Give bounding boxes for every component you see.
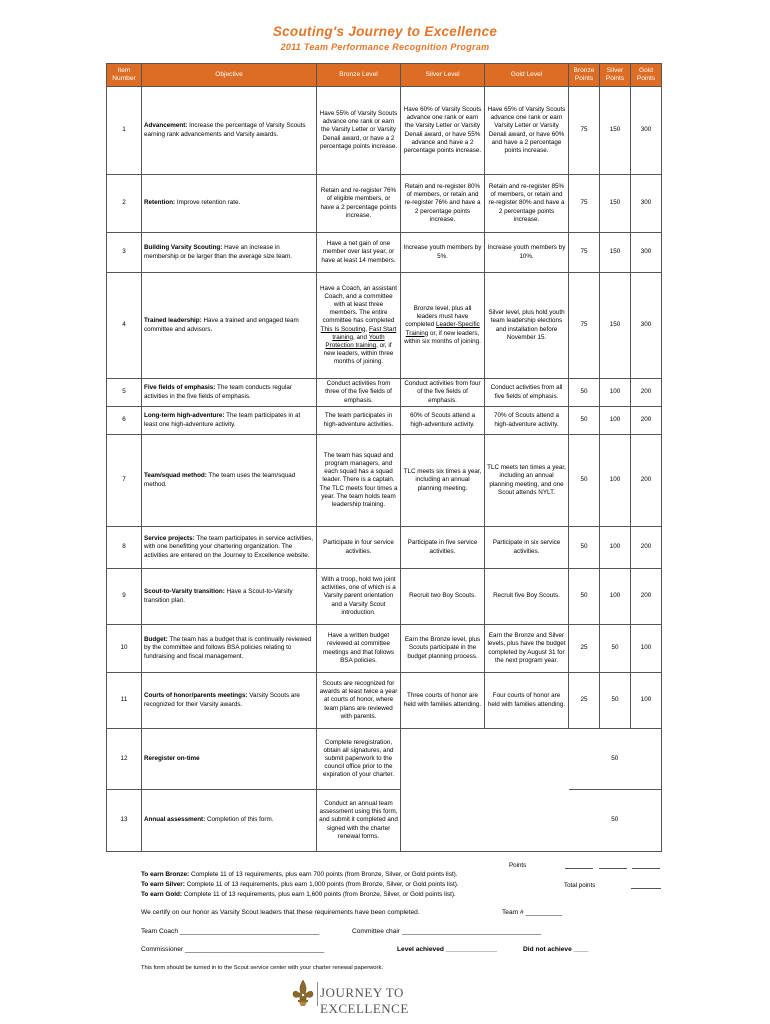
silver-points-cell: 150 xyxy=(600,233,631,273)
table-row xyxy=(107,233,662,273)
objective-cell xyxy=(142,87,317,175)
gold-points-cell: 300 xyxy=(631,175,662,233)
earn-gold-label: To earn Gold: xyxy=(141,890,183,898)
item-number: 13 xyxy=(107,790,142,852)
bronze-text: , xyxy=(365,325,369,333)
points-label: Points xyxy=(509,862,527,869)
bronze-points-cell: 50 xyxy=(569,527,600,569)
bronze-level-cell: Have a written budget reviewed at committee meetings and that follows BSA policies. xyxy=(317,625,401,673)
team-coach-field[interactable]: Team Coach ______________________________________ xyxy=(141,928,320,935)
bronze-level-cell: Have a net gain of one member over last year, or have at least 14 members. xyxy=(317,233,401,273)
objective-title: Advancement: xyxy=(144,122,188,130)
silver-points-cell: 150 xyxy=(600,87,631,175)
gold-level-cell: Conduct activities from all five fields of emphasis. xyxy=(485,379,569,407)
objective-text: Have a trained and engaged team committee and advisors. xyxy=(144,317,299,333)
table-header-row xyxy=(107,64,662,87)
silver-points-cell: 100 xyxy=(600,379,631,407)
bronze-points-cell: 25 xyxy=(569,673,600,729)
bronze-points-cell: 50 xyxy=(569,435,600,527)
total-points-label: Total points xyxy=(564,882,596,889)
objective-cell xyxy=(142,379,317,407)
training-youth-protection: Youth Protection training xyxy=(325,333,385,349)
objective-title: Service projects: xyxy=(144,535,195,543)
gold-level-cell: Increase youth members by 10%. xyxy=(485,233,569,273)
footnote: This form should be turned in to the Scout service center with your charter renewal paperwork. xyxy=(141,965,383,971)
table-row xyxy=(107,379,662,407)
bronze-points-cell: 75 xyxy=(569,233,600,273)
objective-text: The team has a budget that is continually reviewed by the committee and follows BSA policies relating to fundraising and fiscal management. xyxy=(144,636,312,660)
silver-level-cell xyxy=(401,273,485,379)
bronze-points-cell: 75 xyxy=(569,175,600,233)
silver-points-cell: 100 xyxy=(600,569,631,625)
bronze-text: , and xyxy=(353,333,369,341)
bronze-level-cell: With a troop, hold two joint activities, one of which is a Varsity parent orientation and a Varsity Scout introduction. xyxy=(317,569,401,625)
objective-cell xyxy=(142,273,317,379)
bronze-points-cell: 75 xyxy=(569,87,600,175)
objective-text: Completion of this form. xyxy=(205,816,274,824)
gold-level-cell: Silver level, plus hold youth team leadership elections and installation before November 15. xyxy=(485,273,569,379)
gold-points-cell: 100 xyxy=(631,673,662,729)
silver-points-cell: 50 xyxy=(600,673,631,729)
silver-level-cell: Earn the Bronze level, plus Scouts participate in the budget planning process. xyxy=(401,625,485,673)
objective-title: Scout-to-Varsity transition: xyxy=(144,588,225,596)
objective-title: Courts of honor/parents meetings: xyxy=(144,692,248,700)
did-not-achieve-field[interactable]: Did not achieve ____ xyxy=(523,946,589,953)
gold-level-cell: Earn the Bronze and Silver levels, plus have the budget completed by August 31 for the next program year. xyxy=(485,625,569,673)
objective-title: Long-term high-adventure: xyxy=(144,412,225,420)
objective-cell xyxy=(142,729,317,790)
item-number: 9 xyxy=(107,569,142,625)
objective-cell xyxy=(142,435,317,527)
bronze-level-cell: The team has squad and program managers, and each squad has a squad leader. There is a captain. The TLC meets four times a year. The team holds team leadership training. xyxy=(317,435,401,527)
bronze-text: Have a Coach, an assistant Coach, and a committee with at least three members. The entire committee has completed xyxy=(319,284,397,325)
logo-divider xyxy=(317,982,318,1006)
table-row xyxy=(107,87,662,175)
objective-text: The team uses the team/squad method. xyxy=(144,472,296,488)
objective-text: Increase the percentage of Varsity Scouts earning rank advancements and Varsity awards. xyxy=(144,122,306,138)
bronze-level-cell: Conduct activities from three of the five fields of emphasis. xyxy=(317,379,401,407)
commissioner-field[interactable]: Commissioner ______________________________________ xyxy=(141,946,325,953)
silver-level-cell: Three courts of honor are held with families attending. xyxy=(401,673,485,729)
item-number: 10 xyxy=(107,625,142,673)
training-fast-start: Fast Start training xyxy=(332,325,397,341)
bronze-level-cell: Have 55% of Varsity Scouts advance one rank or earn the Varsity Letter or Varsity Denali award, or have a 2 percentage points increase. xyxy=(317,87,401,175)
requirements-table xyxy=(106,63,662,852)
objective-text: The team participates in service activities, with one benefitting your chartering organization. The activities are entered on the Journey to Excellence website. xyxy=(144,535,313,559)
objective-cell xyxy=(142,233,317,273)
silver-points-cell: 150 xyxy=(600,273,631,379)
silver-text: Bronze level, plus all leaders must have completed xyxy=(405,305,472,329)
empty-cell xyxy=(401,729,569,790)
gold-level-cell: TLC meets ten times a year, including an annual planning meeting, and one Scout attends NYLT. xyxy=(485,435,569,527)
points-cell: 50 xyxy=(569,790,662,852)
silver-points-blank[interactable] xyxy=(599,868,627,869)
bronze-points-cell: 25 xyxy=(569,625,600,673)
bronze-level-cell: Retain and re-register 76% of eligible members, or have a 2 percentage points increase. xyxy=(317,175,401,233)
item-number: 4 xyxy=(107,273,142,379)
objective-cell xyxy=(142,790,317,852)
silver-level-cell: Have 60% of Varsity Scouts advance one rank or earn the Varsity Letter or Varsity Denali award, or have 55% advance and have a 2 percentage points increase. xyxy=(401,87,485,175)
table-row xyxy=(107,407,662,435)
gold-points-cell: 200 xyxy=(631,435,662,527)
objective-title: Building Varsity Scouting: xyxy=(144,244,223,252)
gold-points-cell: 200 xyxy=(631,407,662,435)
objective-cell xyxy=(142,175,317,233)
silver-points-cell: 100 xyxy=(600,407,631,435)
silver-points-cell: 100 xyxy=(600,435,631,527)
page-title: Scouting's Journey to Excellence xyxy=(272,24,498,39)
certify-statement: We certify on our honor as Varsity Scout leaders that these requirements have been completed. xyxy=(141,909,420,916)
gold-level-cell: Recruit five Boy Scouts. xyxy=(485,569,569,625)
page-subtitle: 2011 Team Performance Recognition Program xyxy=(280,42,490,52)
item-number: 1 xyxy=(107,87,142,175)
bronze-level-cell: Conduct an annual team assessment using this form, and submit it completed and signed with the charter renewal forms. xyxy=(317,790,401,852)
bronze-level-cell: Participate in four service activities. xyxy=(317,527,401,569)
table-row xyxy=(107,625,662,673)
gold-level-cell: Retain and re-register 85% of members, or retain and re-register 80% and have a 2 percentage points increase. xyxy=(485,175,569,233)
item-number: 11 xyxy=(107,673,142,729)
earn-gold-text: Complete 11 of 13 requirements, plus earn 1,600 points (from Bronze, Silver, or Gold points list). xyxy=(182,890,456,898)
header-gold-level: Gold Level xyxy=(485,64,569,87)
table-row xyxy=(107,273,662,379)
objective-text: Varsity Scouts are recognized for their Varsity awards. xyxy=(144,692,300,708)
gold-points-cell: 300 xyxy=(631,87,662,175)
training-this-is-scouting: This Is Scouting xyxy=(320,325,366,333)
silver-level-cell: Recruit two Boy Scouts. xyxy=(401,569,485,625)
table-row xyxy=(107,527,662,569)
earn-requirements xyxy=(141,870,661,900)
silver-points-cell: 100 xyxy=(600,527,631,569)
earn-bronze-label: To earn Bronze: xyxy=(141,871,190,878)
item-number: 3 xyxy=(107,233,142,273)
bronze-points-cell: 50 xyxy=(569,379,600,407)
empty-cell xyxy=(401,790,569,852)
objective-text: Have a Scout-to-Varsity transition plan. xyxy=(144,588,293,604)
table-row xyxy=(107,673,662,729)
gold-level-cell: Have 65% of Varsity Scouts advance one rank or earn Varsity Letter or Varsity Denali award, or have 60% and have a 2 percentage points increase. xyxy=(485,87,569,175)
gold-points-cell: 300 xyxy=(631,273,662,379)
bronze-points-cell: 75 xyxy=(569,273,600,379)
training-leader-specific: Leader-Specific Training xyxy=(405,321,480,337)
objective-title: Trained leadership: xyxy=(144,317,202,325)
logo-text: JOURNEY TO EXCELLENCE xyxy=(320,985,409,1016)
item-number: 2 xyxy=(107,175,142,233)
item-number: 8 xyxy=(107,527,142,569)
objective-text: The team conducts regular activities in the five fields of emphasis. xyxy=(144,384,292,400)
bronze-level-cell xyxy=(317,273,401,379)
silver-level-cell: 60% of Scouts attend a high-adventure activity. xyxy=(401,407,485,435)
gold-points-cell: 200 xyxy=(631,379,662,407)
points-cell: 50 xyxy=(569,729,662,790)
silver-level-cell: Increase youth members by 5%. xyxy=(401,233,485,273)
objective-cell xyxy=(142,569,317,625)
header-silver-points: Silver Points xyxy=(600,64,631,87)
bronze-level-cell: Scouts are recognized for awards at least twice a year at courts of honor, where team plans are reviewed with parents. xyxy=(317,673,401,729)
objective-text: Have an increase in membership or be larger than the average size team. xyxy=(144,244,293,260)
bronze-points-blank[interactable] xyxy=(565,868,593,869)
gold-level-cell: 70% of Scouts attend a high-adventure activity. xyxy=(485,407,569,435)
earn-gold xyxy=(141,890,661,900)
silver-level-cell: TLC meets six times a year, including an annual planning meeting. xyxy=(401,435,485,527)
earn-silver-text: Complete 11 of 13 requirements, plus earn 1,000 points (from Bronze, Silver, or Gold points list). xyxy=(184,880,459,888)
item-number: 6 xyxy=(107,407,142,435)
earn-bronze-text: Complete 11 of 13 requirements, plus earn 700 points (from Bronze, Silver, or Gold points list). xyxy=(189,871,458,878)
gold-points-cell: 100 xyxy=(631,625,662,673)
table-row xyxy=(107,729,662,790)
header-silver-level: Silver Level xyxy=(401,64,485,87)
bronze-points-cell: 50 xyxy=(569,407,600,435)
silver-points-cell: 150 xyxy=(600,175,631,233)
gold-level-cell: Four courts of honor are held with families attending. xyxy=(485,673,569,729)
gold-points-cell: 300 xyxy=(631,233,662,273)
objective-cell xyxy=(142,625,317,673)
objective-cell xyxy=(142,407,317,435)
gold-level-cell: Participate in six service activities. xyxy=(485,527,569,569)
header-gold-points: Gold Points xyxy=(631,64,662,87)
earn-silver xyxy=(141,880,661,890)
objective-cell xyxy=(142,673,317,729)
silver-level-cell: Conduct activities from four of the five fields of emphasis. xyxy=(401,379,485,407)
gold-points-cell: 200 xyxy=(631,569,662,625)
objective-cell xyxy=(142,527,317,569)
item-number: 5 xyxy=(107,379,142,407)
header-item-number: Item Number xyxy=(107,64,142,87)
header-bronze-points: Bronze Points xyxy=(569,64,600,87)
item-number: 12 xyxy=(107,729,142,790)
objective-text: Improve retention rate. xyxy=(175,199,241,207)
earn-bronze xyxy=(141,870,661,880)
bronze-text: , or, if new leaders, within three months of joining. xyxy=(323,341,394,366)
objective-title: Reregister on-time xyxy=(144,754,200,762)
gold-points-cell: 200 xyxy=(631,527,662,569)
table-row xyxy=(107,435,662,527)
bronze-level-cell: The team participates in high-adventure activities. xyxy=(317,407,401,435)
objective-title: Budget: xyxy=(144,636,168,644)
silver-text: or, if new leaders, within six months of joining. xyxy=(404,329,481,345)
gold-points-blank[interactable] xyxy=(632,868,660,869)
table-row xyxy=(107,790,662,852)
header-bronze-level: Bronze Level xyxy=(317,64,401,87)
journey-to-excellence-logo xyxy=(290,978,490,1016)
silver-level-cell: Participate in five service activities. xyxy=(401,527,485,569)
silver-points-cell: 50 xyxy=(600,625,631,673)
objective-text: The team participates in at least one high-adventure activity. xyxy=(144,412,301,428)
table-row xyxy=(107,175,662,233)
level-achieved-field[interactable]: Level achieved ______________ xyxy=(397,946,498,953)
committee-chair-field[interactable]: Committee chair ______________________________________ xyxy=(352,928,542,935)
earn-silver-label: To earn Silver: xyxy=(141,880,185,888)
objective-title: Annual assessment: xyxy=(144,816,206,824)
bronze-level-cell: Complete reregistration, obtain all signatures, and submit paperwork to the council office prior to the expiration of your charter. xyxy=(317,729,401,790)
fleur-de-lis-icon xyxy=(290,978,316,1008)
bronze-points-cell: 50 xyxy=(569,569,600,625)
silver-level-cell: Retain and re-register 80% of members, or retain and re-register 76% and have a 2 percentage points increase. xyxy=(401,175,485,233)
item-number: 7 xyxy=(107,435,142,527)
objective-title: Five fields of emphasis: xyxy=(144,384,216,392)
team-number-field[interactable]: Team # __________ xyxy=(502,909,563,916)
table-row xyxy=(107,569,662,625)
objective-title: Team/squad method: xyxy=(144,472,207,480)
objective-title: Retention: xyxy=(144,199,176,207)
header-objective: Objective xyxy=(142,64,317,87)
